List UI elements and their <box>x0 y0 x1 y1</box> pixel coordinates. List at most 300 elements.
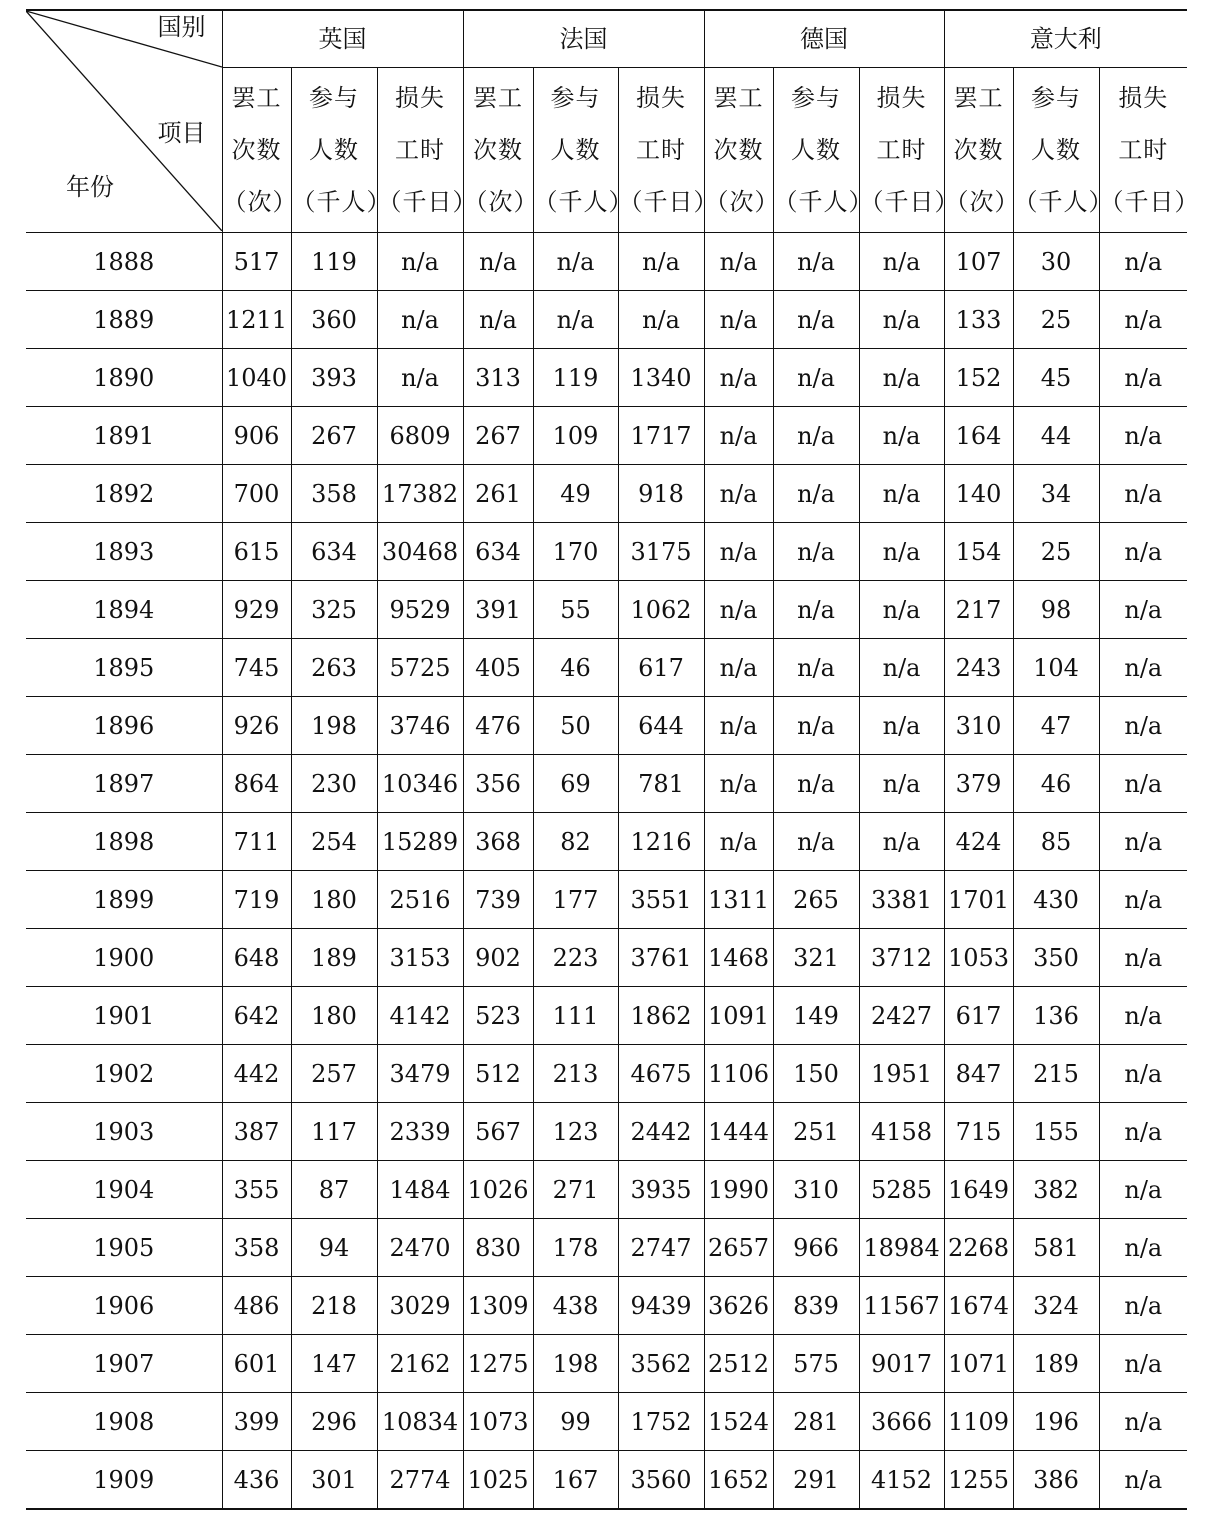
value-cell-france-strike-count: 405 <box>463 639 533 697</box>
value-cell-uk-participants: 257 <box>291 1045 377 1103</box>
value-cell-france-lost-workdays: n/a <box>618 291 704 349</box>
value-cell-uk-strike-count: 442 <box>222 1045 291 1103</box>
metric-header-line: 罢工 <box>713 84 764 112</box>
metric-header-line: 损失 <box>1118 84 1169 112</box>
value-cell-france-strike-count: 1275 <box>463 1335 533 1393</box>
table-header <box>26 10 1200 233</box>
value-cell-italy-lost-workdays: n/a <box>1099 349 1187 407</box>
metric-header-line: （千人） <box>533 188 634 216</box>
metric-header-line: 参与 <box>791 84 842 112</box>
metric-header-line: 人数 <box>309 136 359 164</box>
year-cell: 1891 <box>26 407 222 465</box>
table-row <box>26 407 1187 465</box>
value-cell-uk-strike-count: 387 <box>222 1103 291 1161</box>
value-cell-france-lost-workdays: 9439 <box>618 1277 704 1335</box>
value-cell-uk-strike-count: 700 <box>222 465 291 523</box>
value-cell-uk-participants: 117 <box>291 1103 377 1161</box>
table-row <box>26 929 1187 987</box>
metric-header-uk-lost-workdays <box>377 68 478 233</box>
value-cell-italy-participants: 430 <box>1013 871 1099 929</box>
value-cell-france-strike-count: 391 <box>463 581 533 639</box>
value-cell-germany-lost-workdays: n/a <box>859 813 944 871</box>
year-cell: 1892 <box>26 465 222 523</box>
metric-header-line: （次） <box>944 188 1020 216</box>
value-cell-uk-lost-workdays: 2339 <box>377 1103 463 1161</box>
year-cell: 1898 <box>26 813 222 871</box>
metric-header-line: （千人） <box>1013 188 1114 216</box>
value-cell-germany-lost-workdays: n/a <box>859 523 944 581</box>
value-cell-france-lost-workdays: 2747 <box>618 1219 704 1277</box>
value-cell-italy-lost-workdays: n/a <box>1099 1277 1187 1335</box>
value-cell-germany-participants: 321 <box>773 929 859 987</box>
value-cell-italy-participants: 324 <box>1013 1277 1099 1335</box>
value-cell-germany-lost-workdays: n/a <box>859 581 944 639</box>
year-cell: 1906 <box>26 1277 222 1335</box>
value-cell-germany-lost-workdays: 18984 <box>859 1219 944 1277</box>
value-cell-italy-lost-workdays: n/a <box>1099 929 1187 987</box>
value-cell-germany-participants: 149 <box>773 987 859 1045</box>
value-cell-uk-participants: 263 <box>291 639 377 697</box>
year-cell: 1893 <box>26 523 222 581</box>
value-cell-germany-lost-workdays: n/a <box>859 407 944 465</box>
value-cell-germany-strike-count: n/a <box>704 291 773 349</box>
metric-header-line: （千日） <box>859 188 960 216</box>
value-cell-germany-strike-count: n/a <box>704 639 773 697</box>
country-header-france: 法国 <box>463 10 704 68</box>
value-cell-france-participants: 50 <box>533 697 618 755</box>
value-cell-france-lost-workdays: 1752 <box>618 1393 704 1451</box>
value-cell-italy-strike-count: 164 <box>944 407 1013 465</box>
value-cell-germany-strike-count: n/a <box>704 465 773 523</box>
value-cell-italy-lost-workdays: n/a <box>1099 465 1187 523</box>
value-cell-italy-strike-count: 379 <box>944 755 1013 813</box>
value-cell-italy-strike-count: 617 <box>944 987 1013 1045</box>
value-cell-france-lost-workdays: 644 <box>618 697 704 755</box>
value-cell-france-participants: 82 <box>533 813 618 871</box>
value-cell-france-participants: 170 <box>533 523 618 581</box>
value-cell-uk-participants: 296 <box>291 1393 377 1451</box>
value-cell-uk-participants: 180 <box>291 871 377 929</box>
table-body <box>26 233 1187 1510</box>
value-cell-italy-lost-workdays: n/a <box>1099 523 1187 581</box>
value-cell-germany-strike-count: 1990 <box>704 1161 773 1219</box>
metric-header-germany-lost-workdays <box>859 68 960 233</box>
corner-country-label: 国别 <box>157 13 206 41</box>
value-cell-italy-participants: 30 <box>1013 233 1099 291</box>
value-cell-germany-lost-workdays: 2427 <box>859 987 944 1045</box>
value-cell-uk-lost-workdays: 2162 <box>377 1335 463 1393</box>
value-cell-uk-participants: 254 <box>291 813 377 871</box>
value-cell-germany-lost-workdays: n/a <box>859 349 944 407</box>
value-cell-uk-participants: 180 <box>291 987 377 1045</box>
metric-header-line: 工时 <box>395 136 445 164</box>
value-cell-germany-participants: n/a <box>773 407 859 465</box>
country-header-row <box>26 10 1187 68</box>
strike-statistics-table-container <box>26 9 1200 1510</box>
value-cell-germany-participants: 575 <box>773 1335 859 1393</box>
value-cell-germany-participants: 291 <box>773 1451 859 1510</box>
value-cell-uk-participants: 301 <box>291 1451 377 1510</box>
value-cell-germany-strike-count: n/a <box>704 697 773 755</box>
value-cell-germany-lost-workdays: 5285 <box>859 1161 944 1219</box>
value-cell-germany-strike-count: 1444 <box>704 1103 773 1161</box>
value-cell-uk-lost-workdays: 30468 <box>377 523 463 581</box>
metric-header-line: 损失 <box>876 84 927 112</box>
value-cell-uk-participants: 634 <box>291 523 377 581</box>
value-cell-italy-strike-count: 1109 <box>944 1393 1013 1451</box>
metric-header-line: 损失 <box>395 84 445 112</box>
metric-header-italy-lost-workdays <box>1099 68 1200 233</box>
value-cell-italy-participants: 46 <box>1013 755 1099 813</box>
value-cell-italy-lost-workdays: n/a <box>1099 1219 1187 1277</box>
value-cell-france-strike-count: 634 <box>463 523 533 581</box>
corner-header-cell <box>26 10 222 233</box>
value-cell-france-strike-count: 261 <box>463 465 533 523</box>
value-cell-italy-participants: 104 <box>1013 639 1099 697</box>
value-cell-italy-strike-count: 107 <box>944 233 1013 291</box>
value-cell-uk-strike-count: 355 <box>222 1161 291 1219</box>
value-cell-italy-strike-count: 152 <box>944 349 1013 407</box>
value-cell-italy-lost-workdays: n/a <box>1099 1161 1187 1219</box>
year-cell: 1897 <box>26 755 222 813</box>
value-cell-france-lost-workdays: 3562 <box>618 1335 704 1393</box>
value-cell-france-strike-count: 1025 <box>463 1451 533 1510</box>
value-cell-germany-strike-count: 1524 <box>704 1393 773 1451</box>
metric-header-line: 罢工 <box>231 84 282 112</box>
value-cell-italy-participants: 44 <box>1013 407 1099 465</box>
value-cell-france-participants: n/a <box>533 291 618 349</box>
metric-header-uk-participants <box>291 68 392 233</box>
value-cell-italy-strike-count: 140 <box>944 465 1013 523</box>
value-cell-italy-lost-workdays: n/a <box>1099 871 1187 929</box>
value-cell-germany-participants: n/a <box>773 755 859 813</box>
value-cell-germany-strike-count: 1468 <box>704 929 773 987</box>
value-cell-france-participants: 119 <box>533 349 618 407</box>
metric-header-line: 人数 <box>550 136 601 164</box>
metric-header-line: 工时 <box>1118 136 1169 164</box>
value-cell-france-lost-workdays: 1062 <box>618 581 704 639</box>
value-cell-uk-participants: 358 <box>291 465 377 523</box>
value-cell-germany-participants: n/a <box>773 581 859 639</box>
value-cell-uk-strike-count: 1211 <box>222 291 291 349</box>
value-cell-germany-participants: 281 <box>773 1393 859 1451</box>
value-cell-uk-lost-workdays: 3153 <box>377 929 463 987</box>
value-cell-germany-lost-workdays: 3712 <box>859 929 944 987</box>
value-cell-germany-lost-workdays: 1951 <box>859 1045 944 1103</box>
value-cell-france-lost-workdays: 2442 <box>618 1103 704 1161</box>
value-cell-germany-participants: n/a <box>773 523 859 581</box>
year-cell: 1889 <box>26 291 222 349</box>
value-cell-uk-strike-count: 517 <box>222 233 291 291</box>
table-row <box>26 1219 1187 1277</box>
value-cell-france-lost-workdays: 1216 <box>618 813 704 871</box>
value-cell-france-strike-count: 267 <box>463 407 533 465</box>
value-cell-italy-participants: 155 <box>1013 1103 1099 1161</box>
value-cell-uk-strike-count: 906 <box>222 407 291 465</box>
metric-header-line: （千日） <box>1099 188 1200 216</box>
value-cell-uk-participants: 189 <box>291 929 377 987</box>
table-row <box>26 1103 1187 1161</box>
metric-header-line: 人数 <box>791 136 842 164</box>
value-cell-italy-participants: 136 <box>1013 987 1099 1045</box>
value-cell-uk-lost-workdays: 1484 <box>377 1161 463 1219</box>
year-cell: 1888 <box>26 233 222 291</box>
value-cell-france-lost-workdays: 1717 <box>618 407 704 465</box>
year-cell: 1903 <box>26 1103 222 1161</box>
metric-header-line: 参与 <box>550 84 601 112</box>
value-cell-uk-strike-count: 399 <box>222 1393 291 1451</box>
value-cell-germany-strike-count: n/a <box>704 813 773 871</box>
value-cell-france-strike-count: 1309 <box>463 1277 533 1335</box>
value-cell-france-participants: 99 <box>533 1393 618 1451</box>
value-cell-germany-lost-workdays: n/a <box>859 465 944 523</box>
value-cell-italy-strike-count: 217 <box>944 581 1013 639</box>
value-cell-france-strike-count: n/a <box>463 233 533 291</box>
year-cell: 1895 <box>26 639 222 697</box>
value-cell-italy-lost-workdays: n/a <box>1099 987 1187 1045</box>
value-cell-italy-lost-workdays: n/a <box>1099 1451 1187 1510</box>
value-cell-uk-strike-count: 929 <box>222 581 291 639</box>
value-cell-france-lost-workdays: n/a <box>618 233 704 291</box>
value-cell-italy-strike-count: 424 <box>944 813 1013 871</box>
value-cell-germany-strike-count: n/a <box>704 523 773 581</box>
value-cell-france-participants: 438 <box>533 1277 618 1335</box>
value-cell-uk-lost-workdays: 4142 <box>377 987 463 1045</box>
year-cell: 1894 <box>26 581 222 639</box>
value-cell-uk-lost-workdays: 2774 <box>377 1451 463 1510</box>
metric-header-line: 工时 <box>876 136 927 164</box>
table-row <box>26 1277 1187 1335</box>
value-cell-france-strike-count: 356 <box>463 755 533 813</box>
value-cell-italy-participants: 25 <box>1013 523 1099 581</box>
value-cell-germany-participants: n/a <box>773 813 859 871</box>
value-cell-germany-lost-workdays: 4152 <box>859 1451 944 1510</box>
value-cell-italy-strike-count: 1053 <box>944 929 1013 987</box>
value-cell-italy-participants: 85 <box>1013 813 1099 871</box>
value-cell-germany-lost-workdays: 3666 <box>859 1393 944 1451</box>
value-cell-france-participants: 55 <box>533 581 618 639</box>
value-cell-germany-strike-count: 1311 <box>704 871 773 929</box>
year-cell: 1909 <box>26 1451 222 1510</box>
value-cell-italy-strike-count: 1701 <box>944 871 1013 929</box>
value-cell-france-lost-workdays: 4675 <box>618 1045 704 1103</box>
value-cell-uk-participants: 218 <box>291 1277 377 1335</box>
table-row <box>26 1335 1187 1393</box>
year-cell: 1904 <box>26 1161 222 1219</box>
value-cell-germany-strike-count: 3626 <box>704 1277 773 1335</box>
value-cell-france-strike-count: n/a <box>463 291 533 349</box>
metric-header-line: （千人） <box>773 188 874 216</box>
value-cell-uk-strike-count: 719 <box>222 871 291 929</box>
value-cell-uk-participants: 198 <box>291 697 377 755</box>
value-cell-uk-participants: 147 <box>291 1335 377 1393</box>
value-cell-uk-strike-count: 648 <box>222 929 291 987</box>
metric-header-line: （次） <box>222 188 298 216</box>
value-cell-italy-strike-count: 715 <box>944 1103 1013 1161</box>
table-row <box>26 1161 1187 1219</box>
value-cell-uk-strike-count: 1040 <box>222 349 291 407</box>
value-cell-germany-lost-workdays: n/a <box>859 755 944 813</box>
table-row <box>26 697 1187 755</box>
value-cell-germany-strike-count: n/a <box>704 755 773 813</box>
metric-header-line: 罢工 <box>953 84 1004 112</box>
table-row <box>26 987 1187 1045</box>
value-cell-france-participants: 69 <box>533 755 618 813</box>
value-cell-uk-lost-workdays: n/a <box>377 291 463 349</box>
value-cell-france-lost-workdays: 3761 <box>618 929 704 987</box>
year-cell: 1908 <box>26 1393 222 1451</box>
country-header-italy: 意大利 <box>944 10 1187 68</box>
metric-header-germany-participants <box>773 68 874 233</box>
value-cell-italy-participants: 196 <box>1013 1393 1099 1451</box>
value-cell-uk-lost-workdays: n/a <box>377 349 463 407</box>
value-cell-germany-participants: 839 <box>773 1277 859 1335</box>
value-cell-germany-lost-workdays: n/a <box>859 291 944 349</box>
table-row <box>26 465 1187 523</box>
value-cell-france-participants: 213 <box>533 1045 618 1103</box>
country-header-germany: 德国 <box>704 10 944 68</box>
year-cell: 1900 <box>26 929 222 987</box>
year-cell: 1902 <box>26 1045 222 1103</box>
metric-header-line: 工时 <box>636 136 687 164</box>
value-cell-france-lost-workdays: 1340 <box>618 349 704 407</box>
value-cell-germany-participants: n/a <box>773 465 859 523</box>
year-cell: 1901 <box>26 987 222 1045</box>
metric-header-line: （千人） <box>291 188 392 216</box>
metric-header-line: 损失 <box>636 84 687 112</box>
value-cell-italy-strike-count: 1674 <box>944 1277 1013 1335</box>
value-cell-uk-lost-workdays: 3479 <box>377 1045 463 1103</box>
value-cell-italy-lost-workdays: n/a <box>1099 813 1187 871</box>
value-cell-uk-strike-count: 486 <box>222 1277 291 1335</box>
value-cell-germany-lost-workdays: 4158 <box>859 1103 944 1161</box>
value-cell-uk-lost-workdays: 15289 <box>377 813 463 871</box>
value-cell-uk-strike-count: 926 <box>222 697 291 755</box>
value-cell-germany-participants: 251 <box>773 1103 859 1161</box>
value-cell-italy-strike-count: 2268 <box>944 1219 1013 1277</box>
value-cell-uk-lost-workdays: 6809 <box>377 407 463 465</box>
value-cell-uk-strike-count: 615 <box>222 523 291 581</box>
value-cell-germany-participants: n/a <box>773 233 859 291</box>
value-cell-germany-lost-workdays: 9017 <box>859 1335 944 1393</box>
value-cell-italy-lost-workdays: n/a <box>1099 407 1187 465</box>
value-cell-germany-lost-workdays: n/a <box>859 639 944 697</box>
value-cell-germany-participants: 265 <box>773 871 859 929</box>
value-cell-uk-lost-workdays: 17382 <box>377 465 463 523</box>
value-cell-france-participants: 223 <box>533 929 618 987</box>
value-cell-italy-strike-count: 1071 <box>944 1335 1013 1393</box>
value-cell-france-participants: 178 <box>533 1219 618 1277</box>
value-cell-uk-participants: 230 <box>291 755 377 813</box>
value-cell-italy-lost-workdays: n/a <box>1099 291 1187 349</box>
value-cell-france-strike-count: 523 <box>463 987 533 1045</box>
value-cell-germany-strike-count: 1106 <box>704 1045 773 1103</box>
metric-header-uk-strike-count <box>222 68 298 233</box>
value-cell-france-participants: 46 <box>533 639 618 697</box>
metric-header-line: 次数 <box>231 136 282 164</box>
value-cell-uk-strike-count: 601 <box>222 1335 291 1393</box>
metric-header-line: 参与 <box>309 84 359 112</box>
metric-header-line: （次） <box>463 188 539 216</box>
value-cell-germany-strike-count: n/a <box>704 581 773 639</box>
value-cell-uk-lost-workdays: 10834 <box>377 1393 463 1451</box>
value-cell-france-strike-count: 313 <box>463 349 533 407</box>
table-row <box>26 871 1187 929</box>
metric-header-france-participants <box>533 68 634 233</box>
value-cell-france-lost-workdays: 3560 <box>618 1451 704 1510</box>
value-cell-italy-lost-workdays: n/a <box>1099 697 1187 755</box>
value-cell-italy-participants: 98 <box>1013 581 1099 639</box>
value-cell-italy-participants: 47 <box>1013 697 1099 755</box>
metric-header-italy-participants <box>1013 68 1114 233</box>
value-cell-uk-participants: 267 <box>291 407 377 465</box>
year-cell: 1896 <box>26 697 222 755</box>
table-row <box>26 1045 1187 1103</box>
value-cell-italy-participants: 382 <box>1013 1161 1099 1219</box>
value-cell-france-participants: 271 <box>533 1161 618 1219</box>
value-cell-germany-strike-count: 2512 <box>704 1335 773 1393</box>
value-cell-france-lost-workdays: 617 <box>618 639 704 697</box>
value-cell-italy-lost-workdays: n/a <box>1099 1335 1187 1393</box>
value-cell-germany-participants: 310 <box>773 1161 859 1219</box>
value-cell-uk-lost-workdays: 2516 <box>377 871 463 929</box>
value-cell-italy-strike-count: 1649 <box>944 1161 1013 1219</box>
value-cell-germany-strike-count: n/a <box>704 407 773 465</box>
value-cell-germany-participants: n/a <box>773 639 859 697</box>
value-cell-germany-lost-workdays: n/a <box>859 233 944 291</box>
table-row <box>26 1451 1187 1510</box>
value-cell-italy-lost-workdays: n/a <box>1099 755 1187 813</box>
value-cell-france-strike-count: 368 <box>463 813 533 871</box>
value-cell-germany-lost-workdays: 11567 <box>859 1277 944 1335</box>
value-cell-france-participants: 177 <box>533 871 618 929</box>
metric-header-line: 次数 <box>713 136 764 164</box>
value-cell-uk-strike-count: 864 <box>222 755 291 813</box>
table-row <box>26 291 1187 349</box>
metric-header-italy-strike-count <box>944 68 1020 233</box>
value-cell-france-participants: n/a <box>533 233 618 291</box>
value-cell-germany-strike-count: n/a <box>704 349 773 407</box>
corner-year-label: 年份 <box>66 173 114 201</box>
value-cell-italy-participants: 34 <box>1013 465 1099 523</box>
metric-header-germany-strike-count <box>704 68 780 233</box>
metric-header-line: 次数 <box>473 136 524 164</box>
value-cell-italy-participants: 189 <box>1013 1335 1099 1393</box>
value-cell-france-participants: 111 <box>533 987 618 1045</box>
value-cell-uk-participants: 325 <box>291 581 377 639</box>
value-cell-italy-participants: 350 <box>1013 929 1099 987</box>
value-cell-italy-strike-count: 310 <box>944 697 1013 755</box>
metric-header-line: 次数 <box>953 136 1004 164</box>
country-header-uk: 英国 <box>222 10 463 68</box>
value-cell-uk-strike-count: 711 <box>222 813 291 871</box>
value-cell-france-strike-count: 1073 <box>463 1393 533 1451</box>
value-cell-germany-participants: 966 <box>773 1219 859 1277</box>
value-cell-uk-strike-count: 745 <box>222 639 291 697</box>
value-cell-germany-strike-count: n/a <box>704 233 773 291</box>
value-cell-france-strike-count: 476 <box>463 697 533 755</box>
metric-header-france-lost-workdays <box>618 68 719 233</box>
value-cell-italy-participants: 215 <box>1013 1045 1099 1103</box>
value-cell-italy-participants: 45 <box>1013 349 1099 407</box>
year-cell: 1890 <box>26 349 222 407</box>
value-cell-uk-strike-count: 358 <box>222 1219 291 1277</box>
value-cell-france-participants: 123 <box>533 1103 618 1161</box>
year-cell: 1899 <box>26 871 222 929</box>
value-cell-uk-strike-count: 642 <box>222 987 291 1045</box>
value-cell-uk-lost-workdays: 3746 <box>377 697 463 755</box>
value-cell-uk-lost-workdays: 9529 <box>377 581 463 639</box>
